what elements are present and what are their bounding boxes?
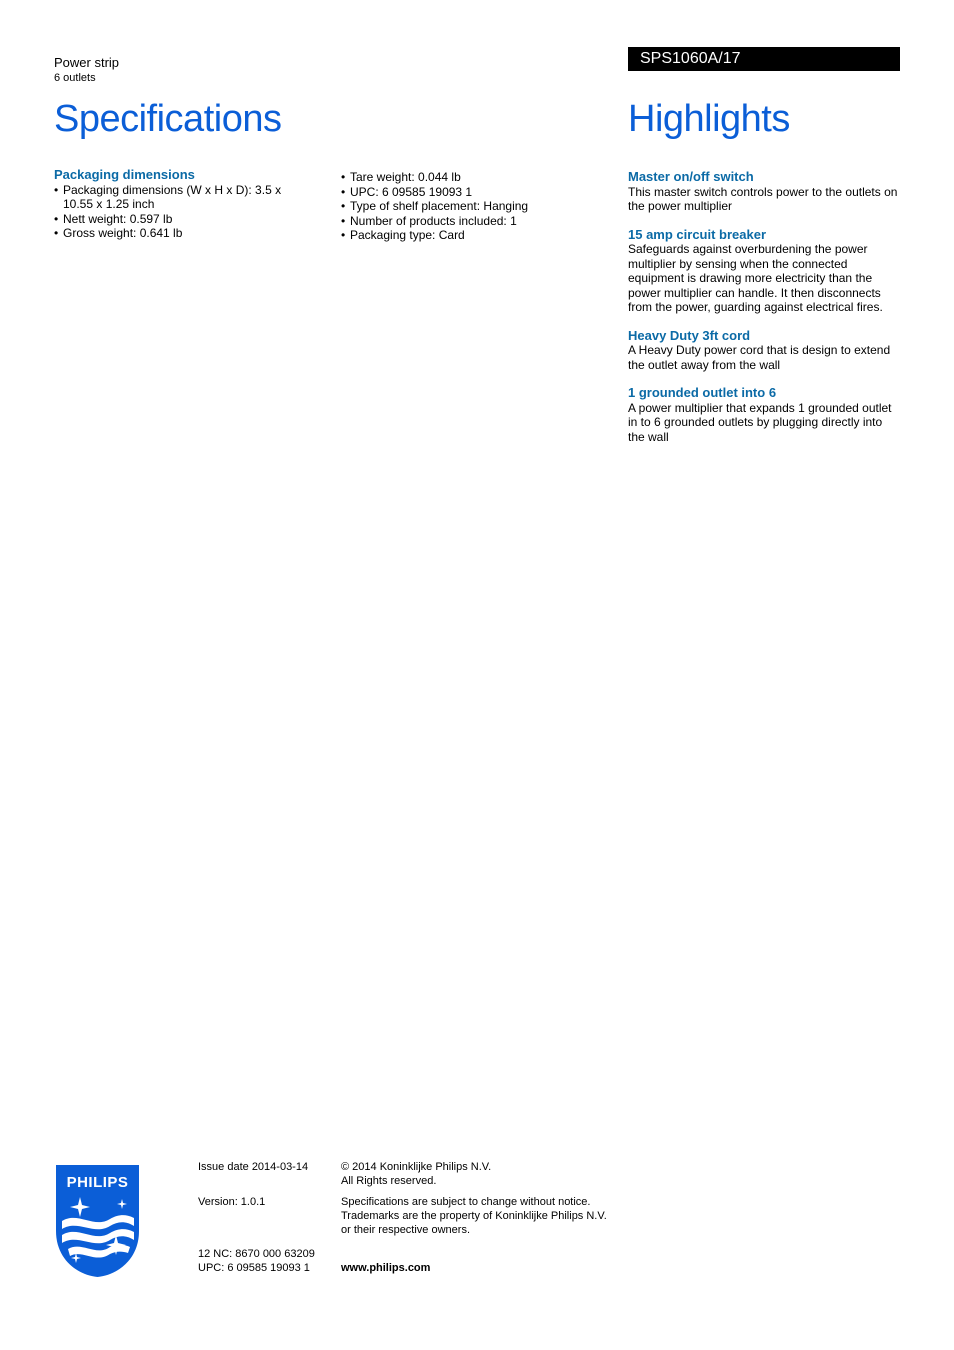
- spec-item: • Gross weight: 0.641 lb: [54, 226, 294, 241]
- highlights-column: [628, 170, 900, 458]
- notice-line-1: Specifications are subject to change without notice.: [341, 1196, 591, 1208]
- issue-date: Issue date 2014-03-14: [198, 1161, 309, 1173]
- model-number-bar: SPS1060A/17: [628, 47, 900, 71]
- spec-item: • Packaging type: Card: [341, 228, 581, 243]
- version: Version: 1.0.1: [198, 1196, 266, 1208]
- spec-item: • Number of products included: 1: [341, 214, 581, 229]
- copyright-line-1: © 2014 Koninklijke Philips N.V.: [341, 1161, 492, 1173]
- product-subtitle: 6 outlets: [54, 72, 96, 84]
- philips-shield-icon: [54, 1163, 141, 1279]
- spec-column-2: [341, 170, 581, 243]
- footer-upc: UPC: 6 09585 19093 1: [198, 1262, 310, 1274]
- highlight-heading: Heavy Duty 3ft cord: [628, 327, 751, 343]
- highlight-heading: 1 grounded outlet into 6: [628, 385, 777, 400]
- highlight-body: A power multiplier that expands 1 grounded outlet in to 6 grounded outlets by plugging directly into the wall: [628, 400, 892, 444]
- notice-line-3: or their respective owners.: [341, 1224, 470, 1236]
- spec-column-1: [54, 168, 294, 241]
- highlight-item: [628, 228, 900, 315]
- highlight-body: Safeguards against overburdening the power multiplier by sensing when the connected equipment is drawing more electricity than the power multiplier can handle. It then disconnects from the power, guarding against electrical fires.: [628, 242, 883, 314]
- highlight-item: [628, 386, 900, 444]
- spec-list-2: [341, 170, 581, 243]
- highlight-heading: Master on/off switch: [628, 169, 754, 184]
- highlight-body: A Heavy Duty power cord that is design to extend the outlet away from the wall: [628, 343, 891, 372]
- spec-item: • Packaging dimensions (W x H x D): 3.5 x 10.55 x 1.25 inch: [54, 183, 294, 212]
- nc-number: 12 NC: 8670 000 63209: [198, 1248, 315, 1260]
- copyright-line-2: All Rights reserved.: [341, 1175, 437, 1187]
- website-link[interactable]: www.philips.com: [341, 1262, 431, 1274]
- highlight-item: [628, 329, 900, 373]
- highlight-body: This master switch controls power to the outlets on the power multiplier: [628, 184, 898, 213]
- highlight-item: [628, 170, 900, 214]
- notice-line-2: Trademarks are the property of Koninklijke Philips N.V.: [341, 1210, 607, 1222]
- philips-shield-logo: [54, 1163, 141, 1279]
- spec-list-1: [54, 183, 294, 241]
- specifications-title: Specifications: [54, 98, 282, 140]
- spec-item: • Type of shelf placement: Hanging: [341, 199, 581, 214]
- section-heading-packaging: Packaging dimensions: [54, 167, 195, 182]
- highlight-heading: 15 amp circuit breaker: [628, 226, 767, 242]
- spec-item: • UPC: 6 09585 19093 1: [341, 185, 581, 200]
- product-name: Power strip: [54, 55, 120, 70]
- highlights-title: Highlights: [628, 98, 790, 140]
- spec-item: • Tare weight: 0.044 lb: [341, 170, 581, 185]
- spec-item: • Nett weight: 0.597 lb: [54, 212, 294, 227]
- logo-wordmark: PHILIPS: [66, 1174, 129, 1191]
